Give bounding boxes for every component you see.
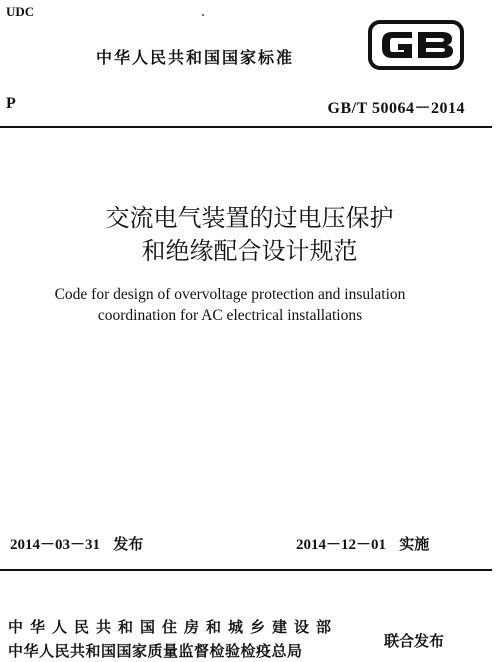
implement-date-line bbox=[296, 533, 429, 554]
top-divider bbox=[0, 126, 492, 128]
issue-date: 2014－03－31 bbox=[10, 537, 101, 553]
title-en-line1: Code for design of overvoltage protection and insulation bbox=[54, 286, 406, 303]
title-cn-line1: 交流电气装置的过电压保护 bbox=[105, 204, 394, 232]
title-en-line2: coordination for AC electrical installations bbox=[97, 307, 363, 324]
issue-date-line bbox=[10, 533, 143, 554]
title-cn-line2: 和绝缘配合设计规范 bbox=[141, 237, 358, 265]
gb-logo bbox=[368, 20, 464, 70]
implement-label: 实施 bbox=[399, 535, 430, 553]
udc-label: UDC bbox=[6, 4, 35, 19]
classification-code: P bbox=[6, 95, 16, 112]
issuer-aqsiq: 中华人民共和国国家质量监督检验检疫总局 bbox=[8, 642, 303, 660]
standard-number: GB/T 50064－2014 bbox=[327, 100, 465, 117]
speck-mark bbox=[202, 14, 204, 16]
implement-date: 2014－12－01 bbox=[296, 537, 387, 553]
bottom-divider bbox=[0, 569, 492, 571]
standard-body-title: 中华人民共和国国家标准 bbox=[96, 48, 295, 67]
issuer-ministry-housing: 中华人民共和国住房和城乡建设部 bbox=[8, 618, 339, 636]
joint-issue-label: 联合发布 bbox=[384, 632, 445, 650]
issue-label: 发布 bbox=[113, 535, 144, 553]
